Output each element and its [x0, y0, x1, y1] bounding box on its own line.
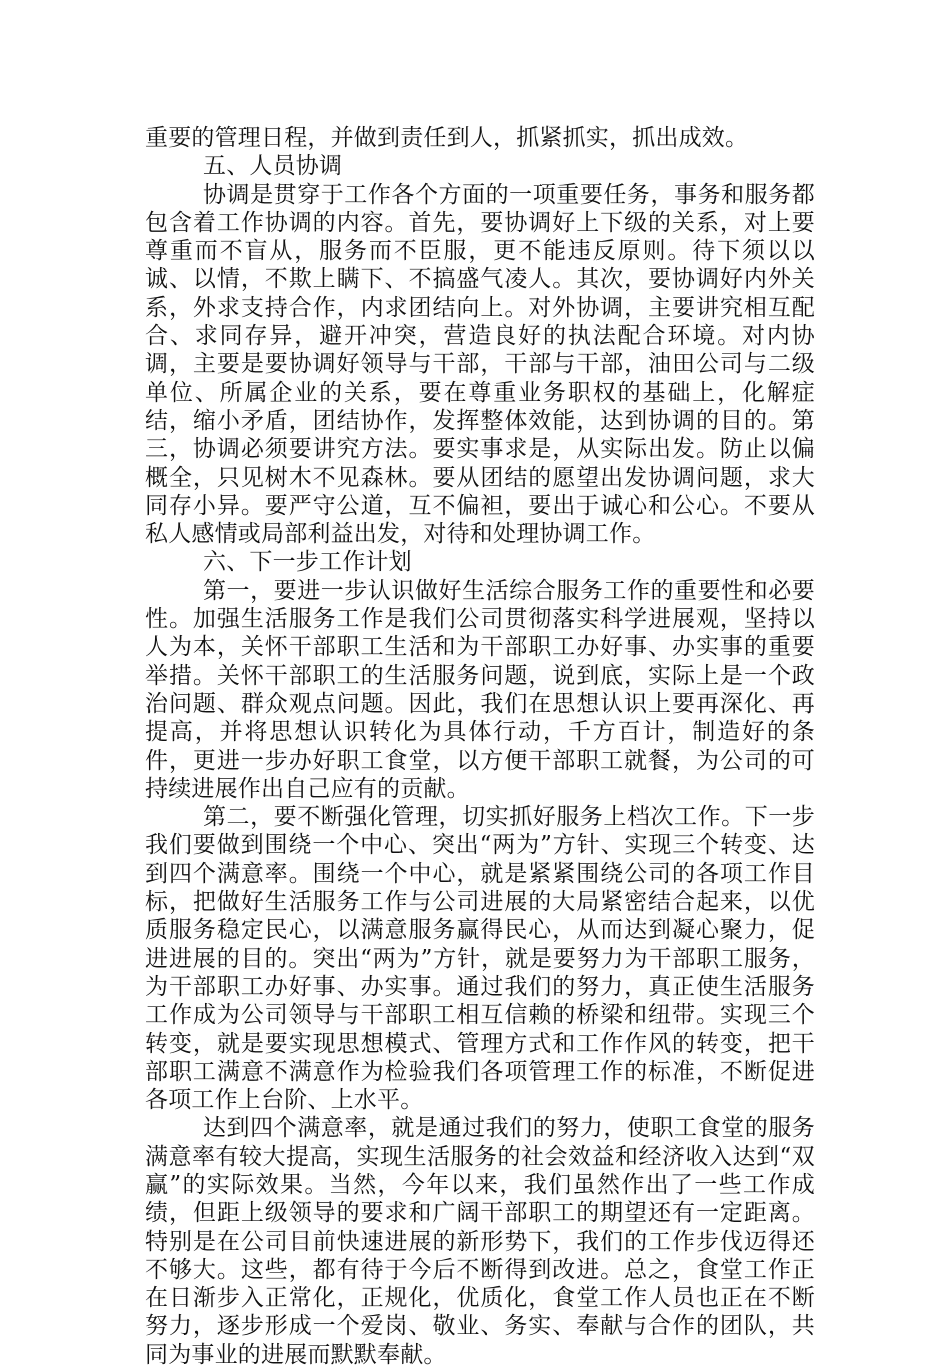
paragraph-plan-second: 第二，要不断强化管理，切实抓好服务上档次工作。下一步我们要做到围绕一个中心、突出“两为”方针、实现三个转变、达到四个满意率。围绕一个中心，就是紧紧围绕公司的各项工作目标，把做好生活服务工作与公司进展的大局紧密结合起来，以优质服务稳定民心，以满意服务赢得民心，从而达到凝心聚力，促进进展的目的。突出“两为”方针，就是要努力为干部职工服务，为干部职工办好事、办实事。通过我们的努力，真正使生活服务工作成为公司领导与干部职工相互信赖的桥梁和纽带。实现三个转变，就是要实现思想模式、管理方式和工作作风的转变，把干部职工满意不满意作为检验我们各项管理工作的标准，不断促进各项工作上台阶、上水平。: [145, 804, 815, 1114]
paragraph-coordination: 协调是贯穿于工作各个方面的一项重要任务，事务和服务都包含着工作协调的内容。首先，要协调好上下级的关系，对上要尊重而不盲从，服务而不臣服，更不能违反原则。待下须以以诚、以情，不欺上瞒下、不搞盛气凌人。其次，要协调好内外关系，外求支持合作，内求团结向上。对外协调，主要讲究相互配合、求同存异，避开冲突，营造良好的执法配合环境。对内协调，主要是要协调好领导与干部，干部与干部，油田公司与二级单位、所属企业的关系，要在尊重业务职权的基础上，化解症结，缩小矛盾，团结协作，发挥整体效能，达到协调的目的。第三，协调必须要讲究方法。要实事求是，从实际出发。防止以偏概全，只见树木不见森林。要从团结的愿望出发协调问题，求大同存小异。要严守公道，互不偏袒，要出于诚心和公心。不要从私人感情或局部利益出发，对待和处理协调工作。: [145, 181, 815, 548]
document-body: [145, 124, 815, 1369]
paragraph-four-satisfaction: 达到四个满意率，就是通过我们的努力，使职工食堂的服务满意率有较大提高，实现生活服务的社会效益和经济收入达到“双赢”的实际效果。当然，今年以来，我们虽然作出了一些工作成绩，但距上级领导的要求和广阔干部职工的期望还有一定距离。特别是在公司目前快速进展的新形势下，我们的工作步伐迈得还不够大。这些，都有待于今后不断得到改进。总之，食堂工作正在日渐步入正常化，正规化，优质化，食堂工作人员也正在不断努力，逐步形成一个爱岗、敬业、务实、奉献与合作的团队，共同为事业的进展而默默奉献。: [145, 1115, 815, 1368]
paragraph-continuation: 重要的管理日程，并做到责任到人，抓紧抓实，抓出成效。: [145, 125, 749, 151]
section-heading-personnel-coordination: 五、人员协调: [203, 153, 343, 180]
paragraph-plan-first: 第一，要进一步认识做好生活综合服务工作的重要性和必要性。加强生活服务工作是我们公司贯彻落实科学进展观，坚持以人为本，关怀干部职工生活和为干部职工办好事、办实事的重要举措。关怀干部职工的生活服务问题，说到底，实际上是一个政治问题、群众观点问题。因此，我们在思想认识上要再深化、再提高，并将思想认识转化为具体行动，千方百计，制造好的条件，更进一步办好职工食堂，以方便干部职工就餐，为公司的可持续进展作出自己应有的贡献。: [145, 577, 815, 802]
section-heading-next-steps: 六、下一步工作计划: [203, 549, 412, 576]
